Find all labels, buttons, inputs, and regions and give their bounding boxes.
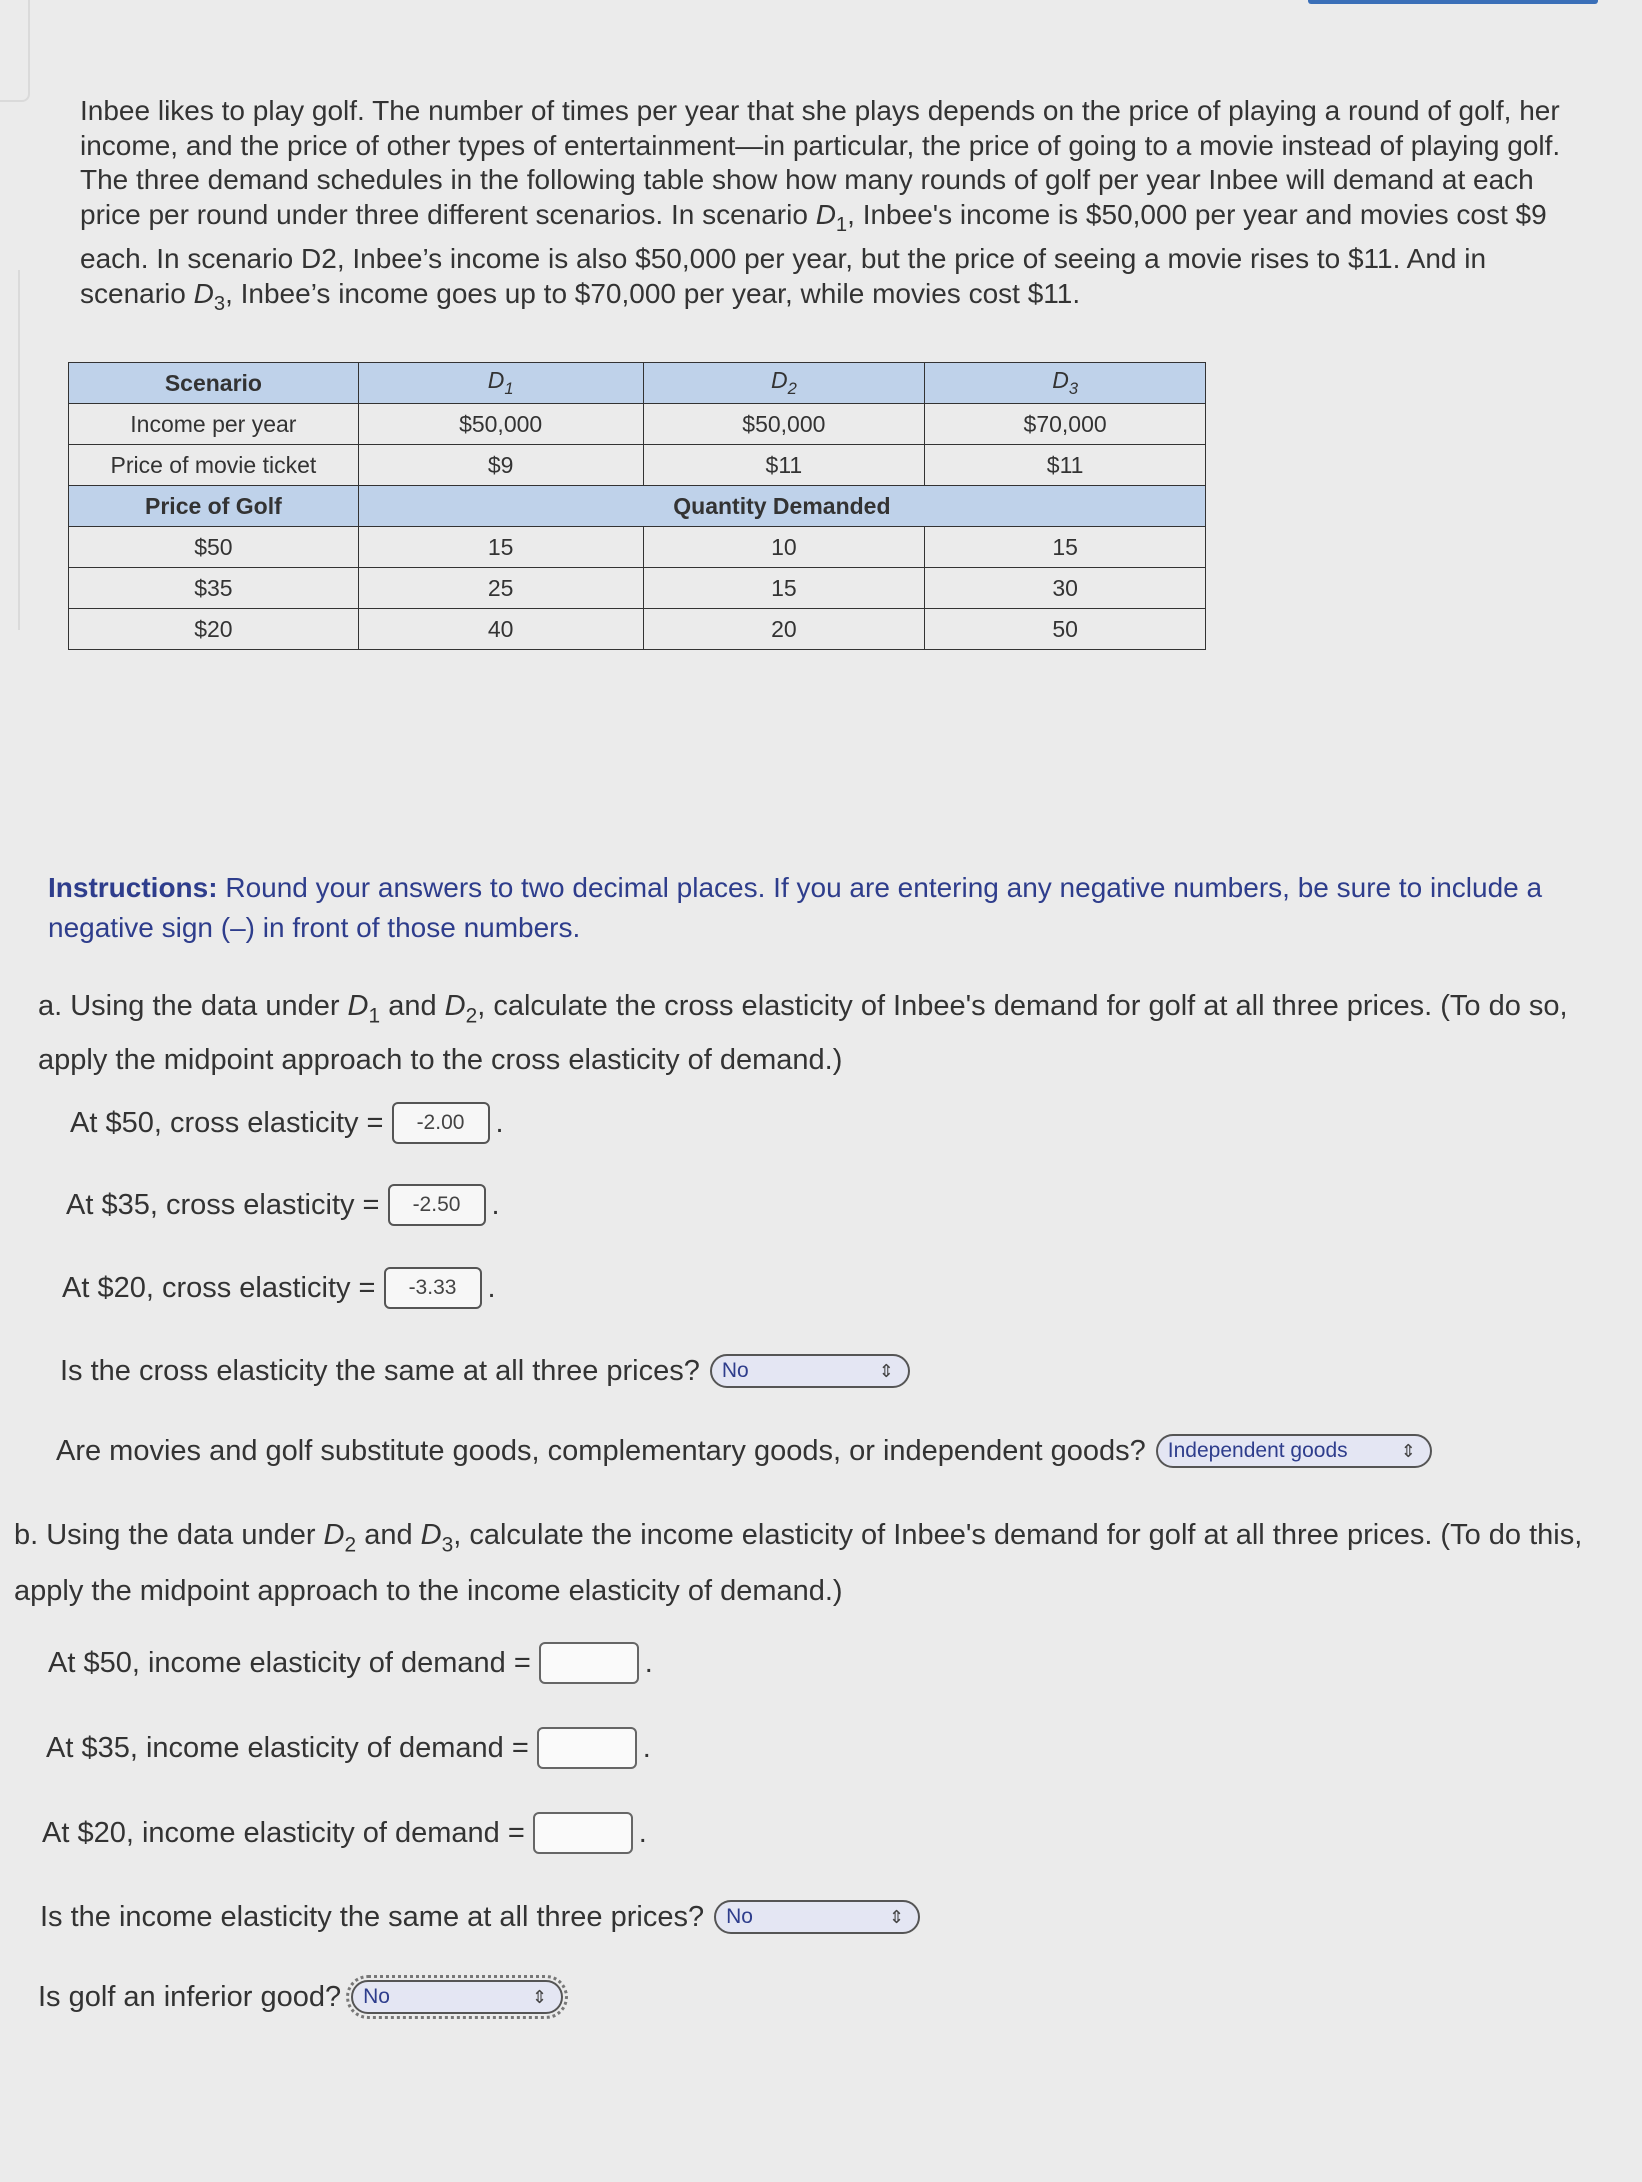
part-a-question: a. Using the data under $D_1$ and $D_2$, calculate the cross elasticity of Inbee's demand for golf at all three prices. (To do so, apply the midpoint approach to the cross elasticity of demand.) bbox=[38, 990, 1568, 1077]
panel-edge bbox=[0, 0, 30, 102]
table-row bbox=[69, 404, 1206, 445]
table-cell: 40 bbox=[358, 609, 643, 650]
chevron-updown-icon: ⇕ bbox=[532, 1986, 548, 2007]
table-cell: 15 bbox=[358, 527, 643, 568]
income-elasticity-50-row: At $50, income elasticity of demand = . bbox=[48, 1642, 653, 1684]
cross-elasticity-35-row: At $35, cross elasticity = -2.50 . bbox=[66, 1184, 500, 1226]
income-same-select[interactable]: No ⇕ bbox=[714, 1900, 920, 1934]
golf-price-label: Price of Golf bbox=[69, 486, 359, 527]
income-same-row: Is the income elasticity the same at all three prices? No ⇕ bbox=[40, 1900, 920, 1934]
movie-price-label: Price of movie ticket bbox=[69, 445, 359, 486]
part-b-question: b. Using the data under $D_2$ and $D_3$, calculate the income elasticity of Inbee's demand for golf at all three prices. (To do this, apply the midpoint approach to the income elasticity of demand.) bbox=[14, 1519, 1583, 1608]
goods-type-select[interactable]: Independent goods ⇕ bbox=[1156, 1434, 1432, 1468]
cross-elasticity-50-input[interactable]: -2.00 bbox=[392, 1102, 490, 1144]
table-cell: $70,000 bbox=[925, 404, 1206, 445]
table-row bbox=[69, 527, 1206, 568]
income-label: Income per year bbox=[69, 404, 359, 445]
chevron-updown-icon: ⇕ bbox=[878, 1360, 894, 1381]
table-row bbox=[69, 445, 1206, 486]
cross-same-row: Is the cross elasticity the same at all three prices? No ⇕ bbox=[60, 1354, 910, 1388]
table-cell: 15 bbox=[925, 527, 1206, 568]
table-cell: $9 bbox=[358, 445, 643, 486]
cross-elasticity-20-input[interactable]: -3.33 bbox=[384, 1267, 482, 1309]
table-cell: $50,000 bbox=[643, 404, 925, 445]
table-cell: $35 bbox=[69, 568, 359, 609]
chevron-updown-icon: ⇕ bbox=[889, 1906, 905, 1927]
chevron-updown-icon: ⇕ bbox=[1400, 1440, 1416, 1461]
cross-elasticity-35-input[interactable]: -2.50 bbox=[388, 1184, 486, 1226]
instructions: Instructions: Round your answers to two decimal places. If you are entering any negative numbers, be sure to include a negative sign (–) in front of those numbers. bbox=[48, 872, 1543, 943]
income-elasticity-20-input[interactable] bbox=[533, 1812, 633, 1854]
panel-edge-left bbox=[0, 270, 20, 630]
table-cell: 30 bbox=[925, 568, 1206, 609]
table-cell: 25 bbox=[358, 568, 643, 609]
scenario-d1: $D_1$ bbox=[358, 363, 643, 404]
table-cell: $50 bbox=[69, 527, 359, 568]
table-cell: $11 bbox=[925, 445, 1206, 486]
table-cell: 10 bbox=[643, 527, 925, 568]
cross-elasticity-20-row: At $20, cross elasticity = -3.33 . bbox=[62, 1267, 496, 1309]
scenario-d2: $D_2$ bbox=[643, 363, 925, 404]
scenario-label: Scenario bbox=[69, 363, 359, 404]
income-elasticity-35-input[interactable] bbox=[537, 1727, 637, 1769]
top-accent-bar bbox=[1308, 0, 1598, 4]
demand-table bbox=[68, 362, 1206, 650]
inferior-good-select[interactable]: No ⇕ bbox=[351, 1980, 563, 2014]
income-elasticity-35-row: At $35, income elasticity of demand = . bbox=[46, 1727, 651, 1769]
income-elasticity-50-input[interactable] bbox=[539, 1642, 639, 1684]
cross-elasticity-50-row: At $50, cross elasticity = -2.00 . bbox=[70, 1102, 504, 1144]
table-cell: $11 bbox=[643, 445, 925, 486]
table-row bbox=[69, 609, 1206, 650]
table-row bbox=[69, 486, 1206, 527]
table-cell: $50,000 bbox=[358, 404, 643, 445]
cross-same-select[interactable]: No ⇕ bbox=[710, 1354, 910, 1388]
scenario-d3: $D_3$ bbox=[925, 363, 1206, 404]
table-cell: 20 bbox=[643, 609, 925, 650]
goods-type-row: Are movies and golf substitute goods, complementary goods, or independent goods? Independent goods ⇕ bbox=[56, 1434, 1432, 1468]
quantity-demanded-label: Quantity Demanded bbox=[358, 486, 1205, 527]
table-row bbox=[69, 363, 1206, 404]
inferior-good-row: Is golf an inferior good? No ⇕ bbox=[38, 1980, 563, 2014]
income-elasticity-20-row: At $20, income elasticity of demand = . bbox=[42, 1812, 647, 1854]
table-cell: 15 bbox=[643, 568, 925, 609]
problem-intro: Inbee likes to play golf. The number of times per year that she plays depends on the price of playing a round of golf, her income, and the price of other types of entertainment—in particular, the price of going to a movie instead of playing golf. The three demand schedules in the following table show how many rounds of golf per year Inbee will demand at each price per round under three different scenarios. In scenario $D_1$, Inbee's income is $50,000 per year and movies cost $9 each. In scenario D2, Inbee’s income is also $50,000 per year, but the price of seeing a movie rises to $11. And in scenario $D_3$, Inbee’s income goes up to $70,000 per year, while movies cost $11. bbox=[80, 95, 1561, 315]
table-row bbox=[69, 568, 1206, 609]
table-cell: $20 bbox=[69, 609, 359, 650]
table-cell: 50 bbox=[925, 609, 1206, 650]
